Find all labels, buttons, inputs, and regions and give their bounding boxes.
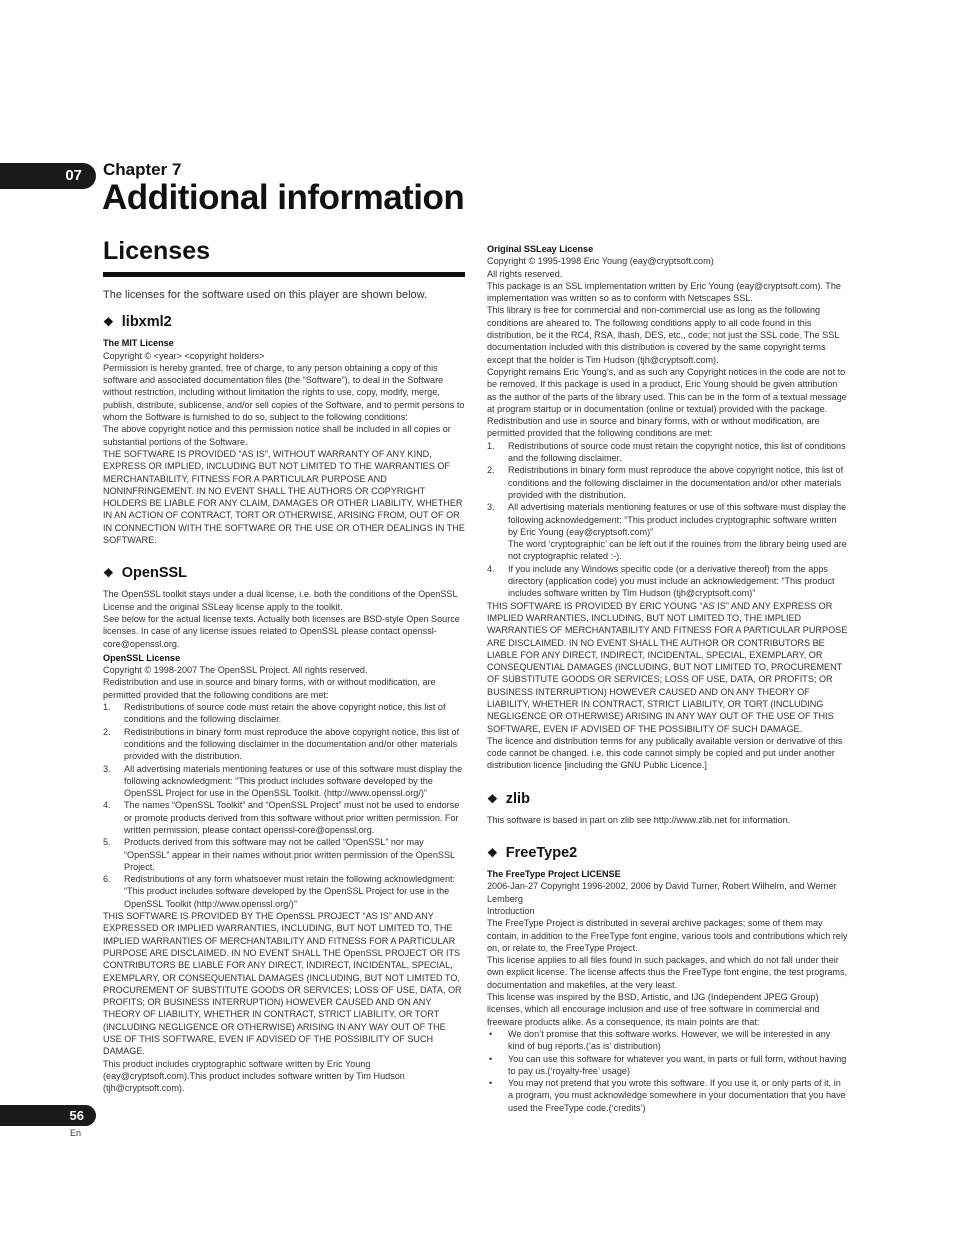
list-item: 5. Products derived from this software may not be called “OpenSSL” nor may “OpenSSL” appear in their names without prior written permission of the OpenSSL Project. [103,837,455,872]
openssl-license-subheading: OpenSSL License [103,652,181,663]
ssleay-paragraph: Redistribution and use in source and binary forms, with or without modification, are permitted provided that the following conditions are met: [487,416,820,439]
chapter-number-tab [0,163,96,189]
libxml2-heading [103,313,465,331]
libxml2-paragraph: The above copyright notice and this permission notice shall be included in all copies or substantial portions of the Software. [103,424,451,447]
page-number: 56 [69,1108,84,1123]
openssl-paragraph: THIS SOFTWARE IS PROVIDED BY THE OpenSSL PROJECT “AS IS” AND ANY EXPRESSED OR IMPLIED WARRANTIES, INCLUDING, BUT NOT LIMITED TO, THE IMPLIED WARRANTIES OF MERCHANTABILITY AND FITNESS FOR A PARTICULAR PURPOSE ARE DISCLAIMED. IN NO EVENT SHALL THE OpenSSL PROJECT OR ITS CONTRIBUTORS BE LIABLE FOR ANY DIRECT, INDIRECT, INCIDENTAL, SPECIAL, EXEMPLARY, OR CONSEQUENTIAL DAMAGES (INCLUDING, BUT NOT LIMITED TO, PROCUREMENT OF SUBSTITUTE GOODS OR SERVICES; LOSS OF USE, DATA, OR PROFITS; OR BUSINESS INTERRUPTION) HOWEVER CAUSED AND ON ANY THEORY OF LIABILITY, WHETHER IN CONTRACT, STRICT LIABILITY, OR TORT (INCLUDING NEGLIGENCE OR OTHERWISE) ARISING IN ANY WAY OUT OF THE USE OF THIS SOFTWARE, EVEN IF ADVISED OF THE POSSIBILITY OF SUCH DAMAGE. [103,911,462,1057]
freetype-paragraph: The FreeType Project is distributed in several archive packages; some of them may contain, in addition to the FreeType font engine, various tools and contributions which rely on, or relate to, the FreeType Project. [487,918,848,953]
openssl-intro: The OpenSSL toolkit stays under a dual license, i.e. both the conditions of the OpenSSL License and the original SSLeay license apply to the toolkit. [103,589,458,612]
list-item: 2. Redistributions in binary form must reproduce the above copyright notice, this list of conditions and the following disclaimer in the documentation and/or other materials provided with the distribution. [103,726,460,762]
mit-license-subheading: The MIT License [103,338,174,349]
list-item: 1. Redistributions of source code must retain the copyright notice, this list of conditions and the following disclaimer. [487,440,846,464]
openssl-conditions-list [103,701,465,910]
list-item: 2. Redistributions in binary form must reproduce the above copyright notice, this list of conditions and the following disclaimer in the documentation and/or other materials provided with the distribution. [487,465,844,500]
freetype-license-subheading: The FreeType Project LICENSE [487,869,621,880]
left-column [103,236,465,1095]
list-item: • You can use this software for whatever you want, in parts or full form, without having to pay us.(‘royalty-free’ usage) [489,1053,847,1076]
zlib-heading-text: zlib [505,790,530,807]
freetype-paragraph: This license applies to all files found in such packages, and which do not fall under their own explicit license. The license affects thus the FreeType font engine, the test programs, documentation and makefiles, at the very least. [487,955,848,990]
diamond-quad-icon: ❖ [487,791,498,806]
zlib-heading [487,790,848,808]
licenses-intro: The licenses for the software used on this player are shown below. [103,289,428,301]
ssleay-paragraph: This library is free for commercial and non-commercial use as long as the following conditions are aheared to. The following conditions apply to all code found in this distribution, be it the RC4, RSA, lhash, DES, etc., code; not just the SSL code. The SSL documentation included with this distribution is covered by the same copyright terms except that the holder is Tim Hudson (tjh@cryptsoft.com). [487,305,839,365]
ssleay-paragraph: This package is an SSL implementation written by Eric Young (eay@cryptsoft.com). The implementation was written so as to conform with Netscapes SSL. [487,280,841,304]
ssleay-paragraph: Copyright © 1995-1998 Eric Young (eay@cryptsoft.com) [487,256,714,267]
openssl-paragraph: Redistribution and use in source and binary forms, with or without modification, are permitted provided that the following conditions are met: [103,677,436,700]
ssleay-paragraph: Copyright remains Eric Young’s, and as such any Copyright notices in the code are not to be removed. If this package is used in a product, Eric Young should be given attribution as the author of the parts of the library used. This can be in the form of a textual message at program startup or in documentation (online or textual) provided with the package. [487,366,847,414]
bullet-icon: • [489,1078,493,1089]
diamond-quad-icon: ❖ [103,315,114,330]
freetype-points-list [487,1028,848,1114]
chapter-number: 07 [65,167,82,184]
list-item: • We don’t promise that this software works. However, we will be interested in any kind of bug reports.(‘as is’ distribution) [489,1028,831,1052]
right-column [487,241,848,1114]
bullet-icon: • [489,1053,493,1064]
list-item: • You may not pretend that you wrote this software. If you use it, or only parts of it, in a program, you must acknowledge somewhere in your documentation that you have used the FreeType code.(‘credits’) [489,1078,846,1113]
freetype2-heading [487,844,848,862]
ssleay-paragraph: THIS SOFTWARE IS PROVIDED BY ERIC YOUNG “AS IS” AND ANY EXPRESS OR IMPLIED WARRANTIES, INCLUDING, BUT NOT LIMITED TO, THE IMPLIED WARRANTIES OF MERCHANTABILITY AND FITNESS FOR A PARTICULAR PURPOSE ARE DISCLAIMED. IN NO EVENT SHALL THE AUTHOR OR CONTRIBUTORS BE LIABLE FOR ANY DIRECT, INDIRECT, INCIDENTAL, SPECIAL, EXEMPLARY, OR CONSEQUENTIAL DAMAGES (INCLUDING, BUT NOT LIMITED TO, PROCUREMENT OF SUBSTITUTE GOODS OR SERVICES; LOSS OF USE, DATA, OR PROFITS; OR BUSINESS INTERRUPTION) HOWEVER CAUSED AND ON ANY THEORY OF LIABILITY, WHETHER IN CONTRACT, STRICT LIABILITY, OR TORT (INCLUDING NEGLIGENCE OR OTHERWISE) ARISING IN ANY WAY OUT OF THE USE OF THIS SOFTWARE, EVEN IF ADVISED OF THE POSSIBILITY OF SUCH DAMAGE. [487,600,848,734]
zlib-text: This software is based in part on zlib see http://www.zlib.net for information. [487,814,791,825]
page-title: Additional information [102,178,465,217]
libxml2-paragraph: Copyright © <year> <copyright holders> [103,350,265,361]
openssl-intro: See below for the actual license texts. Actually both licenses are BSD-style Open Source licenses. In case of any license issues related to OpenSSL please contact openssl-core@openssl.org. [103,613,460,649]
ssleay-paragraph: All rights reserved. [487,268,563,279]
list-item: 1. Redistributions of source code must retain the above copyright notice, this list of conditions and the following disclaimer. [103,702,446,725]
list-item: 4. The names “OpenSSL Toolkit” and “OpenSSL Project” must not be used to endorse or promote products derived from this software without prior written permission. For written permission, please contact openssl-core@openssl.org. [103,800,460,835]
libxml2-paragraph: THE SOFTWARE IS PROVIDED “AS IS”, WITHOUT WARRANTY OF ANY KIND, EXPRESS OR IMPLIED, INCLUDING BUT NOT LIMITED TO THE WARRANTIES OF MERCHANTABILITY, FITNESS FOR A PARTICULAR PURPOSE AND NONINFRINGEMENT. IN NO EVENT SHALL THE AUTHORS OR COPYRIGHT HOLDERS BE LIABLE FOR ANY CLAIM, DAMAGES OR OTHER LIABILITY, WHETHER IN AN ACTION OF CONTRACT, TORT OR OTHERWISE, ARISING FROM, OUT OF OR IN CONNECTION WITH THE SOFTWARE OR THE USE OR OTHER DEALINGS IN THE SOFTWARE. [103,448,465,546]
section-rule [103,272,465,277]
diamond-quad-icon: ❖ [103,566,114,581]
ssleay-conditions-list [487,440,848,600]
ssleay-license-subheading: Original SSLeay License [487,244,594,254]
openssl-heading [103,564,465,582]
freetype-paragraph: This license was inspired by the BSD, Artistic, and IJG (Independent JPEG Group) licenses, which all encourage inclusion and use of free software in commercial and freeware products alike. As a consequence, its main points are that: [487,992,820,1027]
freetype2-heading-text: FreeType2 [505,845,578,862]
chapter-label: Chapter 7 [103,160,182,179]
libxml2-paragraph: Permission is hereby granted, free of charge, to any person obtaining a copy of this software and associated documentation files (the “Software”), to deal in the Software without restriction, including without limitation the rights to use, copy, modify, merge, publish, distribute, sublicense, and/or sell copies of the Software, and to permit persons to whom the Software is furnished to do so, subject to the following conditions: [103,362,465,423]
list-item: 3. All advertising materials mentioning features or use of this software must display the following acknowledgement: “This product includes cryptographic software written by Eric Young (eay@cryptsoft.com)” The word ‘cryptographic’ can be left out if the rouines from the library being used are not cryptographic related :-). [487,502,847,562]
freetype-paragraph: 2006-Jan-27 Copyright 1996-2002, 2006 by David Turner, Robert Wilhelm, and Werner Lemberg [487,881,837,904]
page-language: En [70,1128,82,1138]
bullet-icon: • [489,1028,493,1039]
diamond-quad-icon: ❖ [487,846,498,861]
openssl-paragraph: Copyright © 1998-2007 The OpenSSL Project. All rights reserved. [103,665,368,676]
ssleay-paragraph: The licence and distribution terms for any publically available version or derivative of this code cannot be changed. i.e. this code cannot simply be copied and put under another distribution licence [including the GNU Public Licence.] [487,735,843,771]
list-item: 4. If you include any Windows specific code (or a derivative thereof) from the apps directory (application code) you must include an acknowledgement: “This product includes software written by Tim Hudson (tjh@cryptsoft.com)” [487,563,835,599]
freetype-paragraph: Introduction [487,905,535,916]
list-item: 3. All advertising materials mentioning features or use of this software must display the following acknowledgment: “This product includes software developed by the OpenSSL Project for use in the OpenSSL Toolkit. (http://www.openssl.org/)” [103,763,463,799]
openssl-paragraph: This product includes cryptographic software written by Eric Young (eay@cryptsoft.com).This product includes software written by Tim Hudson (tjh@cryptsoft.com). [103,1058,405,1094]
libxml2-heading-text: libxml2 [121,314,172,331]
licenses-title: Licenses [103,237,211,265]
list-item: 6. Redistributions of any form whatsoever must retain the following acknowledgment: “This product includes software developed by the OpenSSL Project for use in the OpenSSL Toolkit (http://www.openssl.org/)” [103,874,456,909]
openssl-heading-text: OpenSSL [121,565,188,582]
page-number-tab [0,1105,96,1126]
